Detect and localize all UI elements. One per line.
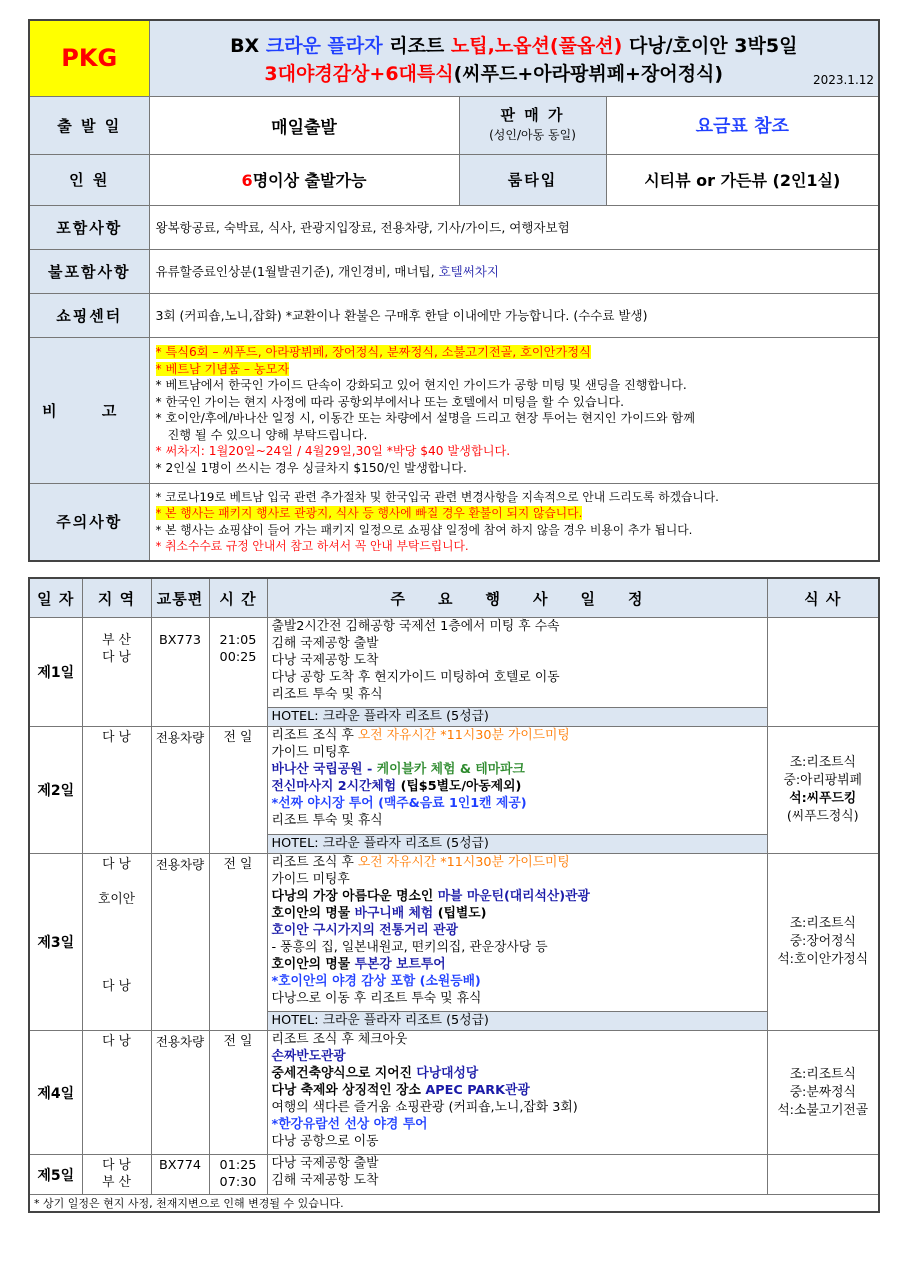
day-row xyxy=(29,854,879,1012)
day-row xyxy=(29,1155,879,1195)
shopping-value: 3회 (커피숍,노니,잡화) *교환이나 환불은 구매후 한달 이내에만 가능합니다. (수수료 발생) xyxy=(149,293,879,337)
day-time: 전 일 xyxy=(209,854,267,1031)
remark-item: * 특식6회 – 씨푸드, 아라팡뷔페, 장어정식, 분짜정식, 소불고기전골, 호이안가정식 xyxy=(155,345,591,359)
remark-item: * 베트남에서 한국인 가이드 단속이 강화되고 있어 현지인 가이드가 공항 미팅 및 샌딩을 진행합니다. xyxy=(155,378,687,392)
col-region: 지 역 xyxy=(82,578,151,618)
col-day: 일 자 xyxy=(29,578,82,618)
day-schedule: 리조트 조식 후 체크아웃 손짜반도관광 중세건축양식으로 지어진 다낭대성당 다낭 축제와 상징적인 장소 APEC PARK관광 여행의 색다른 즐거움 쇼핑관광 (커피숍,노니,잡화 3회) *한강유람선 선상 야경 투어 다낭 공항으로 이동 xyxy=(267,1031,767,1155)
day-time: 21:05 00:25 xyxy=(209,618,267,727)
caution-item: * 취소수수료 규정 안내서 참고 하셔서 꼭 안내 부탁드립니다. xyxy=(155,539,469,554)
exclude-value: 유류할증료인상분(1월발권기준), 개인경비, 매너팁, 호텔써차지 xyxy=(149,249,879,293)
day-time: 전 일 xyxy=(209,1031,267,1155)
remark-item: * 2인실 1명이 쓰시는 경우 싱글차지 $150/인 발생합니다. xyxy=(155,460,467,475)
day-transport: 전용차량 xyxy=(151,1031,209,1155)
day-transport: 전용차량 xyxy=(151,727,209,854)
day-meals xyxy=(767,1155,879,1195)
remark-item: * 호이안/후에/바나산 일정 시, 이동간 또는 차량에서 설명을 드리고 현장 투어는 현지인 가이드와 함께 xyxy=(155,411,695,425)
room-value: 시티뷰 or 가든뷰 (2인1실) xyxy=(606,154,879,205)
remark-item: * 써차지: 1월20일~24일 / 4월29일,30일 *박당 $40 발생합니다. xyxy=(155,444,511,458)
day-label: 제5일 xyxy=(29,1155,82,1195)
day-transport: BX773 xyxy=(151,618,209,727)
day-meals: 조:리조트식 중:아리팡뷔페 석:씨푸드킹 (씨푸드정식) xyxy=(767,727,879,854)
include-value: 왕복항공료, 숙박료, 식사, 관광지입장료, 전용차량, 기사/가이드, 여행자보험 xyxy=(149,205,879,249)
pkg-badge: PKG xyxy=(29,20,149,96)
day-row xyxy=(29,1031,879,1155)
col-transport: 교통편 xyxy=(151,578,209,618)
col-schedule: 주 요 행 사 일 정 xyxy=(267,578,767,618)
day-transport: BX774 xyxy=(151,1155,209,1195)
day-schedule: 리조트 조식 후 오전 자유시간 *11시30분 가이드미팅 가이드 미팅후 바나산 국립공원 - 케이블카 체험 & 테마파크 전신마사지 2시간체험 (팁$5별도/아동제외) *선짜 야시장 투어 (맥주&음료 1인1캔 제공) 리조트 투숙 및 휴식 xyxy=(267,727,767,835)
package-title: BX 크라운 플라자 리조트 노팁,노옵션(풀옵션) 다낭/호이안 3박5일 3대야경감상+6대특식(씨푸드+아라팡뷔페+장어정식) 2023.1.12 xyxy=(149,20,879,96)
itinerary-table xyxy=(28,577,880,1213)
day-time: 전 일 xyxy=(209,727,267,854)
col-time: 시 간 xyxy=(209,578,267,618)
caution-item: * 코로나19로 베트남 입국 관련 추가절차 및 한국입국 관련 변경사항을 지속적으로 안내 드리도록 하겠습니다. xyxy=(155,489,719,504)
day-row xyxy=(29,727,879,835)
remark-item: * 베트남 기념품 – 농모자 xyxy=(155,361,290,376)
day-schedule: 다낭 국제공항 출발 김해 국제공항 도착 xyxy=(267,1155,767,1195)
day-schedule: 리조트 조식 후 오전 자유시간 *11시30분 가이드미팅 가이드 미팅후 다낭의 가장 아름다운 명소인 마블 마운틴(대리석산)관광 호이안의 명물 바구니배 체험 (팁별도) 호이안 구시가지의 전통거리 관광 - 풍흥의 집, 일본내원교, 떤키의집, 관운장사당 등 호이안의 명물 투본강 보트투어 *호이안의 야경 감상 포함 (소원등배) 다낭으로 이동 후 리조트 투숙 및 휴식 xyxy=(267,854,767,1012)
hotel-info: HOTEL: 크라운 플라자 리조트 (5성급) xyxy=(267,1012,767,1031)
day-time: 01:25 07:30 xyxy=(209,1155,267,1195)
price-label: 판 매 가 (성인/아동 동일) xyxy=(459,96,606,154)
day-transport: 전용차량 xyxy=(151,854,209,1031)
exclude-label: 불포함사항 xyxy=(29,249,149,293)
day-label: 제1일 xyxy=(29,618,82,727)
day-region: 부 산 다 낭 xyxy=(82,618,151,727)
caution-item: * 본 행사는 쇼핑샵이 들어 가는 패키지 일정으로 쇼핑샵 일정에 참여 하지 않을 경우 비용이 추가 됩니다. xyxy=(155,522,693,537)
day-row xyxy=(29,618,879,708)
hotel-info: HOTEL: 크라운 플라자 리조트 (5성급) xyxy=(267,708,767,727)
day-schedule: 출발2시간전 김해공항 국제선 1층에서 미팅 후 수속 김해 국제공항 출발 다낭 국제공항 도착 다낭 공항 도착 후 현지가이드 미팅하여 호텔로 이동 리조트 투숙 및 휴식 xyxy=(267,618,767,708)
caution-list xyxy=(149,483,879,561)
remark-item: * 한국인 가이는 현지 사정에 따라 공항외부에서나 또는 호텔에서 미팅을 할 수 있습니다. xyxy=(155,394,625,409)
day-meals: 조:리조트식 중:장어정식 석:호이안가정식 xyxy=(767,854,879,1031)
day-region: 다 낭 xyxy=(82,727,151,854)
pax-label: 인 원 xyxy=(29,154,149,205)
day-meals xyxy=(767,618,879,727)
day-label: 제4일 xyxy=(29,1031,82,1155)
day-label: 제3일 xyxy=(29,854,82,1031)
remark-item: 진행 될 수 있으니 양해 부탁드립니다. xyxy=(167,427,368,442)
include-label: 포함사항 xyxy=(29,205,149,249)
remark-label: 비 고 xyxy=(29,337,149,483)
depart-label: 출 발 일 xyxy=(29,96,149,154)
remark-list xyxy=(149,337,879,483)
package-info-table xyxy=(28,19,880,562)
footer-note: * 상기 일정은 현지 사정, 천재지변으로 인해 변경될 수 있습니다. xyxy=(29,1195,879,1213)
depart-value: 매일출발 xyxy=(149,96,459,154)
day-meals: 조:리조트식 중:분짜정식 석:소불고기전골 xyxy=(767,1031,879,1155)
room-label: 룸타입 xyxy=(459,154,606,205)
col-meals: 식 사 xyxy=(767,578,879,618)
pax-value: 6명이상 출발가능 xyxy=(149,154,459,205)
day-label: 제2일 xyxy=(29,727,82,854)
day-region: 다 낭 부 산 xyxy=(82,1155,151,1195)
caution-item: * 본 행사는 패키지 행사로 관광지, 식사 등 행사에 빠질 경우 환불이 되지 않습니다. xyxy=(155,506,583,521)
price-value: 요금표 참조 xyxy=(606,96,879,154)
day-region: 다 낭 호이안 다 낭 xyxy=(82,854,151,1031)
itinerary-header-row xyxy=(29,578,879,618)
shopping-label: 쇼핑센터 xyxy=(29,293,149,337)
hotel-info: HOTEL: 크라운 플라자 리조트 (5성급) xyxy=(267,835,767,854)
caution-label: 주의사항 xyxy=(29,483,149,561)
doc-date: 2023.1.12 xyxy=(812,72,875,87)
day-region: 다 낭 xyxy=(82,1031,151,1155)
